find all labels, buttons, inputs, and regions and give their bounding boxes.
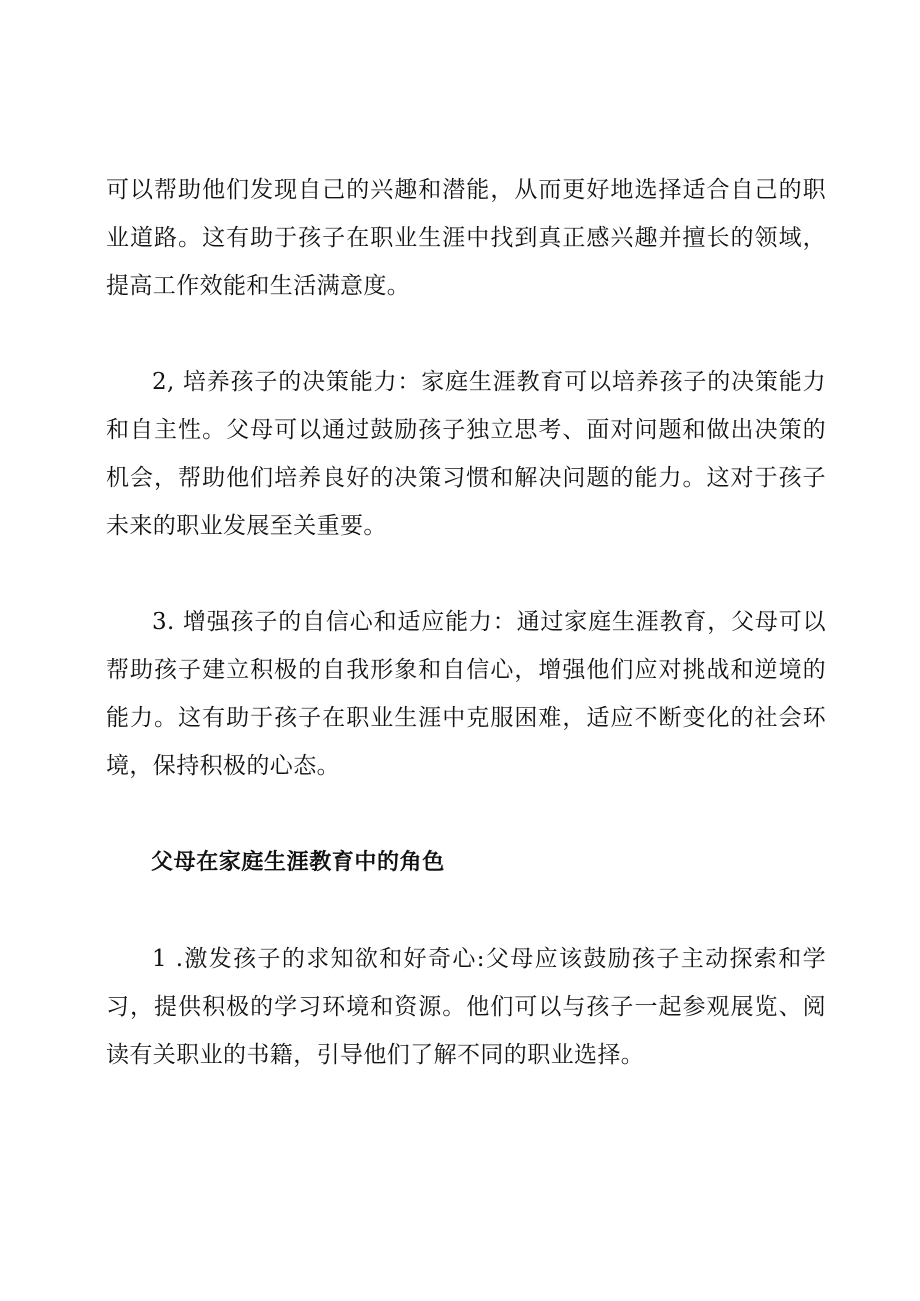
paragraph-career-interest: 可以帮助他们发现自己的兴趣和潜能，从而更好地选择适合自己的职业道路。这有助于孩子在职业生涯中找到真正感兴趣并擅长的领域，提高工作效能和生活满意度。 (106, 177, 826, 299)
paragraph-curiosity: 1 .激发孩子的求知欲和好奇心:父母应该鼓励孩子主动探索和学习，提供积极的学习环境和资源。他们可以与孩子一起参观展览、阅读有关职业的书籍，引导他们了解不同的职业选择。 (106, 946, 826, 1068)
paragraph-confidence-adaptability: 3. 增强孩子的自信心和适应能力：通过家庭生涯教育，父母可以帮助孩子建立积极的自我形象和自信心，增强他们应对挑战和逆境的能力。这有助于孩子在职业生涯中克服困难，适应不断变化的社会环境，保持积极的心态。 (106, 609, 826, 779)
section-heading: 父母在家庭生涯教育中的角色 (151, 850, 445, 875)
paragraph-decision-ability: 2, 培养孩子的决策能力：家庭生涯教育可以培养孩子的决策能力和自主性。父母可以通过鼓励孩子独立思考、面对问题和做出决策的机会，帮助他们培养良好的决策习惯和解决问题的能力。这对于孩子未来的职业发展至关重要。 (106, 369, 826, 539)
